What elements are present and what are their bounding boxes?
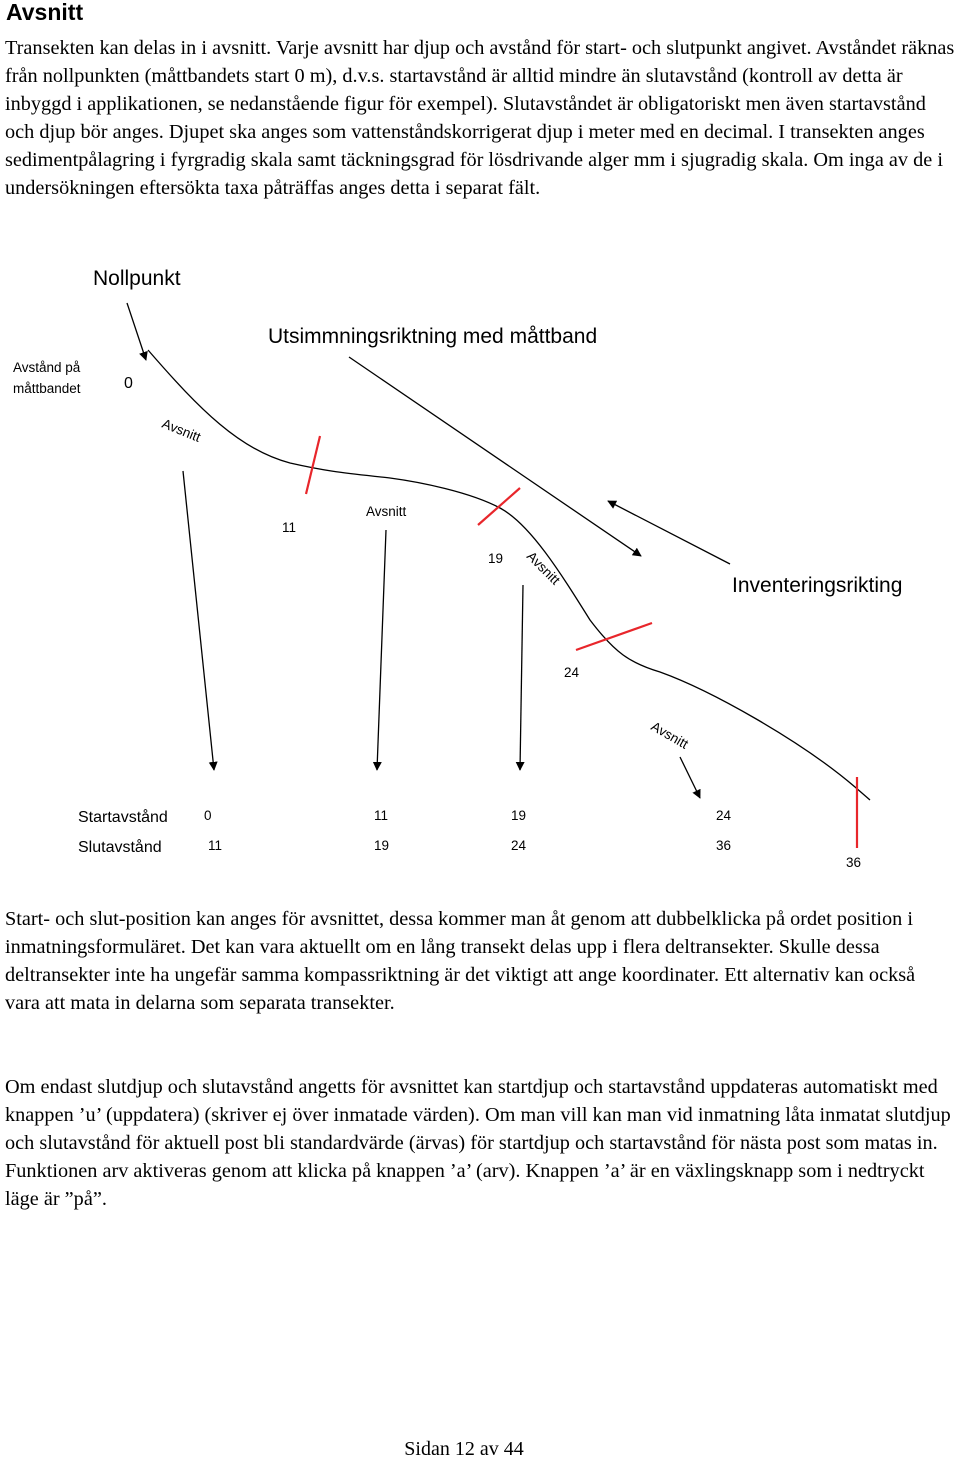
start-value-3: 19 [511, 808, 527, 823]
section-label-3: Avsnitt [523, 548, 563, 588]
marker-11 [306, 436, 320, 494]
mark-label-36: 36 [846, 855, 862, 870]
zero-label: 0 [124, 375, 133, 392]
tape-direction-arrow [349, 357, 641, 556]
inventory-direction-label: Inventeringsrikting [732, 574, 903, 597]
end-value-3: 24 [511, 838, 527, 853]
position-paragraph: Start- och slut-position kan anges för avsnittet, dessa kommer man åt genom att dubbelklicka på ordet position i inmatningsformuläret. Det kan vara aktuellt om en lång transekt delas upp i flera deltransekter. Skulle dessa deltransekter inte ha ungefär samma kompassriktning är det viktigt att ange koordinater. Ett alternativ kan också vara att mata in delarna som separata transekter. [5, 908, 916, 1014]
section-start-arrow-19 [520, 585, 523, 770]
section-start-arrow-0 [183, 471, 214, 770]
section-label-1: Avsnitt [159, 415, 203, 445]
section-heading: Avsnitt [6, 0, 84, 25]
start-value-2: 11 [374, 808, 389, 823]
mark-label-11: 11 [282, 520, 297, 535]
inventory-direction-arrow [608, 501, 730, 564]
tape-distance-label-1: Avstånd på [13, 360, 81, 375]
arv-paragraph: Om endast slutdjup och slutavstånd angetts för avsnittet kan startdjup och startavstånd uppdateras automatiskt med knappen ’u’ (uppdatera) (skriver ej över inmatade värden). Om man vill kan man vid inmatning låta inmatat slutdjup och slutavstånd för aktuell post bli standardvärde (ärvas) för startdjup och startavstånd för nästa post som matas in. Funktionen arv aktiveras genom att klicka på knappen ’a’ (arv). Knappen ’a’ är en växlingsknapp som i nedtryckt läge är ”på”. [5, 1076, 951, 1210]
start-value-4: 24 [716, 808, 732, 823]
end-value-2: 19 [374, 838, 390, 853]
tape-distance-label-2: måttbandet [13, 381, 81, 396]
tape-direction-label: Utsimmningsriktning med måttband [268, 325, 598, 348]
start-distance-label: Startavstånd [78, 809, 168, 826]
end-value-4: 36 [716, 838, 732, 853]
page-footer: Sidan 12 av 44 [404, 1438, 524, 1460]
section-start-arrow-24 [680, 757, 700, 798]
start-value-1: 0 [204, 808, 212, 823]
marker-19 [478, 488, 520, 525]
nollpunkt-arrow [127, 303, 146, 360]
section-label-4: Avsnitt [648, 718, 691, 752]
nollpunkt-label: Nollpunkt [93, 267, 181, 290]
section-start-arrow-11 [377, 530, 386, 770]
mark-label-19: 19 [488, 551, 504, 566]
end-distance-label: Slutavstånd [78, 839, 162, 856]
transect-figure [0, 240, 960, 890]
section-markers [306, 436, 857, 848]
marker-24 [576, 623, 652, 650]
section-label-2: Avsnitt [366, 504, 407, 519]
intro-paragraph: Transekten kan delas in i avsnitt. Varje avsnitt har djup och avstånd för start- och slutpunkt angivet. Avståndet räknas från nollpunkten (måttbandets start 0 m), d.v.s. startavstånd är alltid mindre än slutavstånd (kontroll av detta är inbyggd i applikationen, se nedanstående figur för exempel). Slutavståndet är obligatoriskt men även startavstånd och djup bör anges. Djupet ska anges som vattenståndskorrigerat djup i meter med en decimal. I transekten anges sedimentpålagring i fyrgradig skala samt täckningsgrad för lösdrivande alger mm i sjugradig skala. Om inga av de i undersökningen eftersökta taxa påträffas anges detta i separat fält. [5, 37, 955, 199]
end-value-1: 11 [208, 838, 223, 853]
mark-label-24: 24 [564, 665, 580, 680]
